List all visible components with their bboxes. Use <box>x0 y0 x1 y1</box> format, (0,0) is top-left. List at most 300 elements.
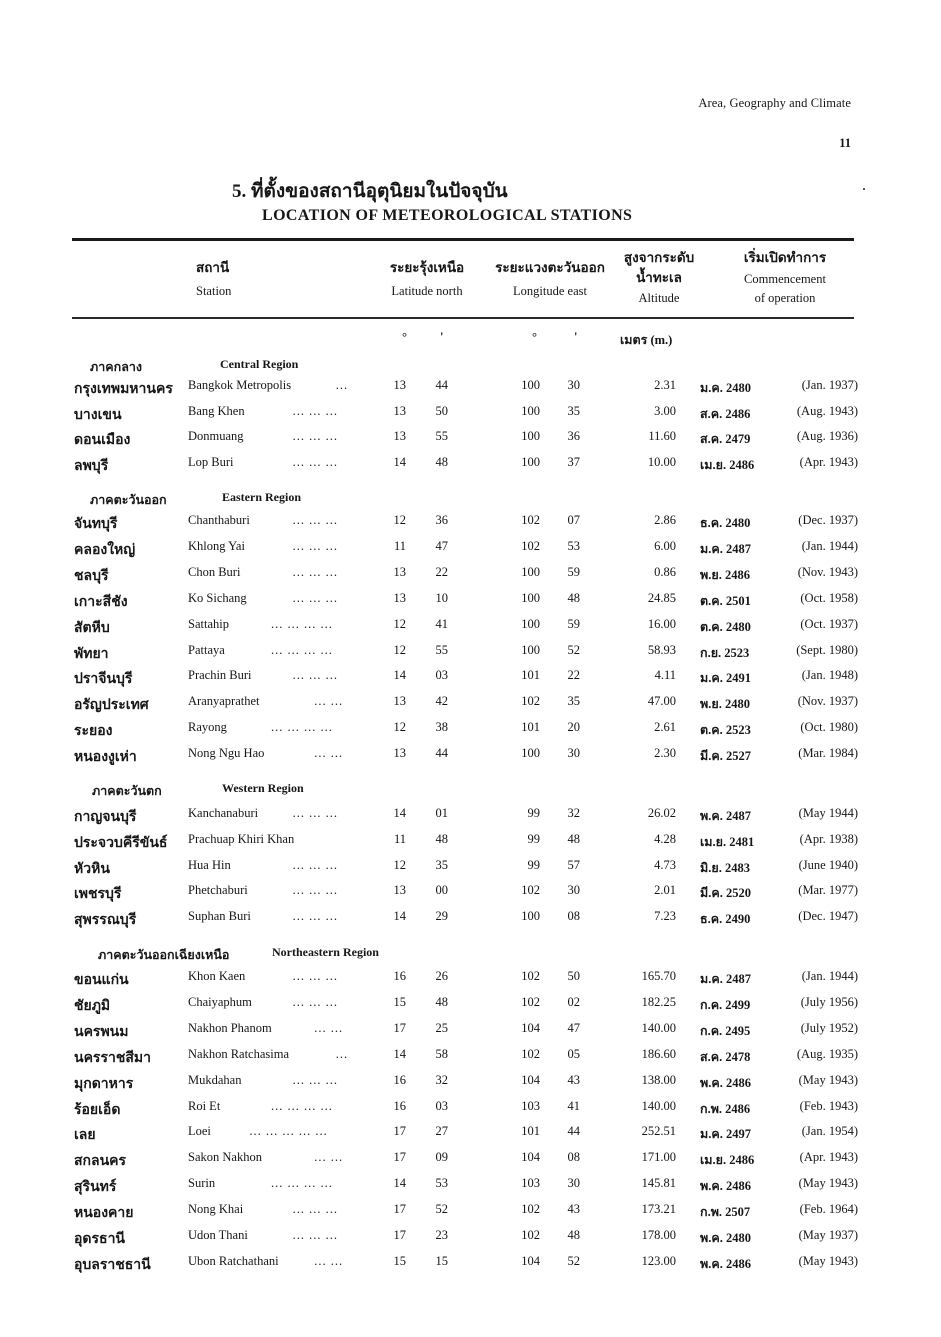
region-name-thai: ภาคตะวันออกเฉียงเหนือ <box>98 948 230 962</box>
longitude-degrees: 100 <box>521 909 540 923</box>
station-thai-name: อรัญประเทศ <box>74 698 149 713</box>
leader-dots: ... ... <box>314 1021 344 1035</box>
station-english-name: Nong Ngu Hao <box>188 746 265 760</box>
table-row <box>0 1021 941 1045</box>
longitude-degrees: 101 <box>521 720 540 734</box>
commencement-english-date: (Apr. 1938) <box>799 832 858 846</box>
station-thai-name: กาญจนบุรี <box>74 810 137 825</box>
station-thai-name: คลองใหญ่ <box>74 543 136 558</box>
station-english-name: Khon Kaen <box>188 969 246 983</box>
commencement-thai-date: ต.ค. 2501 <box>700 594 751 608</box>
longitude-minutes: 43 <box>567 1202 580 1216</box>
scan-speck <box>863 188 865 190</box>
latitude-minutes: 35 <box>435 858 448 872</box>
latitude-minutes: 00 <box>435 883 448 897</box>
lat-minute-unit: ' <box>440 330 444 344</box>
station-english-name: Kanchanaburi <box>188 806 259 820</box>
latitude-minutes: 09 <box>435 1150 448 1164</box>
longitude-minutes: 57 <box>567 858 580 872</box>
commencement-thai-date: ก.ย. 2523 <box>700 646 750 660</box>
commencement-english-date: (Jan. 1944) <box>801 539 858 553</box>
table-row <box>0 455 941 479</box>
station-thai-name: ชลบุรี <box>74 569 109 584</box>
table-row <box>0 858 941 882</box>
commencement-thai-date: เม.ย. 2486 <box>700 458 755 472</box>
leader-dots: ... ... ... <box>292 858 338 872</box>
longitude-minutes: 41 <box>567 1099 580 1113</box>
station-english-name: Surin <box>188 1176 216 1190</box>
longitude-minutes: 52 <box>567 643 580 657</box>
latitude-minutes: 58 <box>435 1047 448 1061</box>
latitude-degrees: 17 <box>393 1021 406 1035</box>
latitude-minutes: 42 <box>435 694 448 708</box>
leader-dots: ... <box>335 378 349 392</box>
region-name-thai: ภาคตะวันตก <box>92 784 162 798</box>
station-english-name: Chaiyaphum <box>188 995 252 1009</box>
station-header-thai: สถานี <box>196 260 230 275</box>
commencement-thai-date: ส.ค. 2479 <box>700 432 751 446</box>
leader-dots: ... ... ... <box>292 1228 338 1242</box>
commencement-thai-date: พ.ค. 2486 <box>700 1179 751 1193</box>
table-row <box>0 617 941 641</box>
longitude-minutes: 36 <box>567 429 580 443</box>
leader-dots: ... ... ... ... <box>271 617 333 631</box>
longitude-degrees: 100 <box>521 746 540 760</box>
table-row <box>0 995 941 1019</box>
longitude-minutes: 48 <box>567 591 580 605</box>
latitude-minutes: 23 <box>435 1228 448 1242</box>
longitude-minutes: 48 <box>567 832 580 846</box>
longitude-degrees: 102 <box>521 1228 540 1242</box>
station-english-name: Hua Hin <box>188 858 231 872</box>
station-english-name: Rayong <box>188 720 227 734</box>
station-thai-name: พัทยา <box>74 647 109 662</box>
station-thai-name: เลย <box>74 1128 96 1143</box>
latitude-minutes: 48 <box>435 832 448 846</box>
longitude-degrees: 102 <box>521 694 540 708</box>
longitude-degrees: 100 <box>521 429 540 443</box>
latitude-degrees: 14 <box>393 909 406 923</box>
altitude-value: 24.85 <box>647 591 676 605</box>
commencement-english-date: (July 1956) <box>800 995 858 1009</box>
commencement-header-english-1: Commencement <box>744 272 826 287</box>
lon-degree-unit: ° <box>532 330 537 344</box>
leader-dots: ... ... ... <box>292 404 338 418</box>
latitude-minutes: 41 <box>435 617 448 631</box>
station-english-name: Donmuang <box>188 429 244 443</box>
longitude-minutes: 53 <box>567 539 580 553</box>
commencement-english-date: (May 1944) <box>798 806 858 820</box>
commencement-english-date: (Aug. 1936) <box>796 429 858 443</box>
longitude-minutes: 43 <box>567 1073 580 1087</box>
commencement-english-date: (May 1937) <box>798 1228 858 1242</box>
altitude-value: 4.11 <box>654 668 676 682</box>
leader-dots: ... ... ... <box>292 883 338 897</box>
commencement-thai-date: พ.ค. 2486 <box>700 1257 751 1271</box>
longitude-minutes: 08 <box>567 909 580 923</box>
longitude-minutes: 47 <box>567 1021 580 1035</box>
altitude-value: 7.23 <box>654 909 676 923</box>
commencement-thai-date: ก.พ. 2486 <box>700 1102 751 1116</box>
latitude-minutes: 44 <box>435 378 448 392</box>
latitude-minutes: 27 <box>435 1124 448 1138</box>
station-english-name: Nakhon Phanom <box>188 1021 272 1035</box>
commencement-thai-date: ม.ค. 2487 <box>700 972 751 986</box>
altitude-value: 165.70 <box>641 969 676 983</box>
commencement-thai-date: ธ.ค. 2490 <box>700 912 751 926</box>
longitude-degrees: 100 <box>521 404 540 418</box>
longitude-degrees: 104 <box>521 1150 540 1164</box>
longitude-minutes: 50 <box>567 969 580 983</box>
station-english-name: Prachin Buri <box>188 668 252 682</box>
longitude-minutes: 32 <box>567 806 580 820</box>
commencement-thai-date: ม.ค. 2487 <box>700 542 751 556</box>
latitude-degrees: 12 <box>393 858 406 872</box>
longitude-degrees: 100 <box>521 565 540 579</box>
station-thai-name: หนองงูเห่า <box>74 750 137 765</box>
commencement-english-date: (Feb. 1964) <box>799 1202 858 1216</box>
table-row <box>0 909 941 933</box>
latitude-degrees: 13 <box>393 591 406 605</box>
commencement-thai-date: ส.ค. 2486 <box>700 407 751 421</box>
longitude-degrees: 102 <box>521 995 540 1009</box>
table-row <box>0 513 941 537</box>
longitude-degrees: 101 <box>521 1124 540 1138</box>
column-header-commencement <box>722 248 848 308</box>
longitude-degrees: 100 <box>521 617 540 631</box>
latitude-degrees: 12 <box>393 643 406 657</box>
table-row <box>0 720 941 744</box>
commencement-english-date: (Dec. 1947) <box>798 909 858 923</box>
commencement-thai-date: ม.ค. 2497 <box>700 1127 751 1141</box>
altitude-value: 4.73 <box>654 858 676 872</box>
longitude-degrees: 100 <box>521 378 540 392</box>
leader-dots: ... ... ... ... <box>271 1099 333 1113</box>
table-row <box>0 969 941 993</box>
commencement-thai-date: ม.ค. 2480 <box>700 381 751 395</box>
commencement-english-date: (Mar. 1977) <box>798 883 858 897</box>
table-row <box>0 429 941 453</box>
altitude-value: 2.01 <box>654 883 676 897</box>
station-thai-name: อุบลราชธานี <box>74 1258 151 1273</box>
column-header-station <box>196 258 231 300</box>
station-thai-name: นครราชสีมา <box>74 1051 151 1066</box>
altitude-value: 2.30 <box>654 746 676 760</box>
table-row <box>0 883 941 907</box>
latitude-degrees: 14 <box>393 455 406 469</box>
commencement-english-date: (May 1943) <box>798 1073 858 1087</box>
commencement-english-date: (July 1952) <box>800 1021 858 1035</box>
table-title-thai: 5. ที่ตั้งของสถานีอุตุนิยมในปัจจุบัน <box>232 181 508 202</box>
commencement-english-date: (Aug. 1935) <box>796 1047 858 1061</box>
leader-dots: ... ... ... <box>292 591 338 605</box>
leader-dots: ... ... ... <box>292 909 338 923</box>
latitude-minutes: 48 <box>435 455 448 469</box>
latitude-degrees: 15 <box>393 995 406 1009</box>
latitude-degrees: 14 <box>393 1047 406 1061</box>
table-row <box>0 539 941 563</box>
table-row <box>0 1124 941 1148</box>
commencement-english-date: (Oct. 1958) <box>800 591 858 605</box>
altitude-unit: เมตร (m.) <box>620 333 673 347</box>
commencement-header-english-2: of operation <box>754 291 816 305</box>
table-row <box>0 643 941 667</box>
commencement-thai-date: เม.ย. 2481 <box>700 835 755 849</box>
altitude-value: 145.81 <box>641 1176 676 1190</box>
leader-dots: ... ... ... ... ... <box>249 1124 328 1138</box>
station-thai-name: สุรินทร์ <box>74 1180 117 1195</box>
leader-dots: ... ... ... ... <box>271 720 333 734</box>
commencement-english-date: (Mar. 1984) <box>798 746 858 760</box>
table-row <box>0 1254 941 1278</box>
station-english-name: Roi Et <box>188 1099 221 1113</box>
altitude-value: 2.86 <box>654 513 676 527</box>
longitude-minutes: 37 <box>567 455 580 469</box>
table-title-english: LOCATION OF METEOROLOGICAL STATIONS <box>262 207 633 224</box>
leader-dots: ... ... ... <box>292 668 338 682</box>
latitude-degrees: 13 <box>393 883 406 897</box>
latitude-degrees: 13 <box>393 404 406 418</box>
station-thai-name: ลพบุรี <box>74 459 109 474</box>
altitude-value: 140.00 <box>641 1021 676 1035</box>
longitude-degrees: 100 <box>521 455 540 469</box>
station-english-name: Mukdahan <box>188 1073 242 1087</box>
altitude-value: 140.00 <box>641 1099 676 1113</box>
station-thai-name: เกาะสีชัง <box>74 595 128 610</box>
longitude-degrees: 103 <box>521 1099 540 1113</box>
latitude-degrees: 15 <box>393 1254 406 1268</box>
altitude-value: 178.00 <box>641 1228 676 1242</box>
station-english-name: Chanthaburi <box>188 513 250 527</box>
longitude-minutes: 07 <box>567 513 580 527</box>
longitude-degrees: 102 <box>521 1202 540 1216</box>
latitude-header-english: Latitude north <box>391 283 463 298</box>
altitude-value: 138.00 <box>641 1073 676 1087</box>
latitude-degrees: 13 <box>393 429 406 443</box>
altitude-value: 0.86 <box>654 565 676 579</box>
altitude-value: 47.00 <box>647 694 676 708</box>
station-thai-name: ชัยภูมิ <box>74 999 111 1014</box>
station-thai-name: ประจวบคีรีขันธ์ <box>74 836 168 851</box>
station-english-name: Bangkok Metropolis <box>188 378 292 392</box>
region-name-english: Northeastern Region <box>272 945 379 959</box>
region-name-thai: ภาคกลาง <box>90 360 142 374</box>
latitude-minutes: 55 <box>435 429 448 443</box>
leader-dots: ... ... ... <box>292 455 338 469</box>
longitude-degrees: 99 <box>527 858 540 872</box>
latitude-degrees: 17 <box>393 1202 406 1216</box>
longitude-header-english: Longitude east <box>513 283 587 298</box>
station-english-name: Lop Buri <box>188 455 234 469</box>
commencement-english-date: (Nov. 1937) <box>797 694 858 708</box>
altitude-value: 4.28 <box>654 832 676 846</box>
commencement-thai-date: ธ.ค. 2480 <box>700 516 751 530</box>
longitude-minutes: 08 <box>567 1150 580 1164</box>
leader-dots: ... ... ... <box>292 539 338 553</box>
longitude-minutes: 30 <box>567 883 580 897</box>
commencement-english-date: (Aug. 1943) <box>796 404 858 418</box>
table-row <box>0 1202 941 1226</box>
table-row <box>0 591 941 615</box>
longitude-degrees: 104 <box>521 1254 540 1268</box>
altitude-value: 2.61 <box>654 720 676 734</box>
commencement-thai-date: มี.ค. 2520 <box>700 886 751 900</box>
commencement-english-date: (May 1943) <box>798 1176 858 1190</box>
altitude-value: 173.21 <box>641 1202 676 1216</box>
latitude-minutes: 44 <box>435 746 448 760</box>
header-bottom-rule <box>72 317 854 319</box>
commencement-thai-date: ต.ค. 2480 <box>700 620 751 634</box>
leader-dots: ... ... ... <box>292 995 338 1009</box>
leader-dots: ... ... <box>314 694 344 708</box>
altitude-value: 171.00 <box>641 1150 676 1164</box>
table-row <box>0 1099 941 1123</box>
table-row <box>0 1228 941 1252</box>
latitude-degrees: 16 <box>393 1099 406 1113</box>
table-row <box>0 746 941 770</box>
table-row <box>0 1176 941 1200</box>
leader-dots: ... ... ... <box>292 565 338 579</box>
latitude-minutes: 38 <box>435 720 448 734</box>
latitude-minutes: 26 <box>435 969 448 983</box>
altitude-value: 26.02 <box>647 806 676 820</box>
latitude-minutes: 50 <box>435 404 448 418</box>
longitude-degrees: 99 <box>527 832 540 846</box>
latitude-minutes: 52 <box>435 1202 448 1216</box>
leader-dots: ... ... ... <box>292 969 338 983</box>
table-row <box>0 378 941 402</box>
commencement-thai-date: พ.ค. 2486 <box>700 1076 751 1090</box>
altitude-value: 123.00 <box>641 1254 676 1268</box>
latitude-minutes: 48 <box>435 995 448 1009</box>
commencement-thai-date: พ.ค. 2480 <box>700 1231 751 1245</box>
column-header-latitude <box>374 258 480 300</box>
altitude-header-thai-2: น้ำทะเล <box>636 270 682 286</box>
latitude-degrees: 17 <box>393 1150 406 1164</box>
station-thai-name: มุกดาหาร <box>74 1077 134 1092</box>
station-thai-name: บางเขน <box>74 408 122 423</box>
commencement-thai-date: พ.ย. 2480 <box>700 697 750 711</box>
latitude-degrees: 14 <box>393 668 406 682</box>
commencement-thai-date: พ.ค. 2487 <box>700 809 751 823</box>
station-english-name: Suphan Buri <box>188 909 251 923</box>
longitude-degrees: 104 <box>521 1073 540 1087</box>
longitude-header-thai: ระยะแวงตะวันออก <box>495 260 605 275</box>
station-thai-name: ร้อยเอ็ด <box>74 1103 121 1118</box>
table-row <box>0 1150 941 1174</box>
latitude-degrees: 16 <box>393 1073 406 1087</box>
station-thai-name: หนองคาย <box>74 1206 134 1221</box>
altitude-value: 58.93 <box>647 643 676 657</box>
latitude-minutes: 36 <box>435 513 448 527</box>
longitude-degrees: 102 <box>521 969 540 983</box>
longitude-minutes: 20 <box>567 720 580 734</box>
latitude-minutes: 22 <box>435 565 448 579</box>
latitude-degrees: 13 <box>393 746 406 760</box>
station-english-name: Prachuap Khiri Khan <box>188 832 295 846</box>
station-english-name: Phetchaburi <box>188 883 248 897</box>
region-name-english: Eastern Region <box>222 490 301 504</box>
commencement-english-date: (Oct. 1980) <box>800 720 858 734</box>
latitude-minutes: 55 <box>435 643 448 657</box>
column-header-longitude <box>488 258 612 300</box>
latitude-minutes: 25 <box>435 1021 448 1035</box>
station-thai-name: อุดรธานี <box>74 1232 125 1247</box>
region-name-thai: ภาคตะวันออก <box>90 493 167 507</box>
station-english-name: Aranyaprathet <box>188 694 260 708</box>
commencement-english-date: (June 1940) <box>798 858 858 872</box>
longitude-minutes: 59 <box>567 617 580 631</box>
latitude-degrees: 12 <box>393 513 406 527</box>
leader-dots: ... ... <box>314 1150 344 1164</box>
table-row <box>0 832 941 856</box>
leader-dots: ... ... <box>314 1254 344 1268</box>
longitude-degrees: 102 <box>521 1047 540 1061</box>
station-english-name: Udon Thani <box>188 1228 248 1242</box>
station-thai-name: ขอนแก่น <box>74 973 129 988</box>
latitude-degrees: 13 <box>393 694 406 708</box>
commencement-english-date: (Jan. 1944) <box>801 969 858 983</box>
page-number: 11 <box>839 136 851 150</box>
latitude-minutes: 03 <box>435 1099 448 1113</box>
commencement-english-date: (Jan. 1954) <box>801 1124 858 1138</box>
station-english-name: Sakon Nakhon <box>188 1150 262 1164</box>
station-thai-name: นครพนม <box>74 1025 129 1040</box>
latitude-degrees: 14 <box>393 1176 406 1190</box>
leader-dots: ... ... ... <box>292 1073 338 1087</box>
station-thai-name: สกลนคร <box>74 1154 127 1169</box>
table-row <box>0 1047 941 1071</box>
latitude-degrees: 13 <box>393 378 406 392</box>
longitude-degrees: 102 <box>521 539 540 553</box>
commencement-thai-date: พ.ย. 2486 <box>700 568 750 582</box>
longitude-degrees: 104 <box>521 1021 540 1035</box>
station-english-name: Sattahip <box>188 617 229 631</box>
latitude-minutes: 03 <box>435 668 448 682</box>
longitude-minutes: 02 <box>567 995 580 1009</box>
latitude-minutes: 15 <box>435 1254 448 1268</box>
latitude-degrees: 11 <box>393 832 406 846</box>
station-english-name: Nakhon Ratchasima <box>188 1047 290 1061</box>
commencement-thai-date: ม.ค. 2491 <box>700 671 751 685</box>
latitude-minutes: 47 <box>435 539 448 553</box>
station-english-name: Chon Buri <box>188 565 241 579</box>
commencement-thai-date: มิ.ย. 2483 <box>700 861 750 875</box>
latitude-degrees: 12 <box>393 617 406 631</box>
commencement-header-thai: เริ่มเปิดทำการ <box>743 250 827 265</box>
altitude-value: 10.00 <box>647 455 676 469</box>
station-thai-name: หัวหิน <box>74 862 110 877</box>
leader-dots: ... ... ... ... <box>271 1176 333 1190</box>
longitude-minutes: 22 <box>567 668 580 682</box>
latitude-degrees: 16 <box>393 969 406 983</box>
latitude-degrees: 13 <box>393 565 406 579</box>
longitude-degrees: 102 <box>521 883 540 897</box>
altitude-value: 2.31 <box>654 378 676 392</box>
commencement-thai-date: ส.ค. 2478 <box>700 1050 751 1064</box>
commencement-english-date: (Apr. 1943) <box>799 455 858 469</box>
altitude-value: 11.60 <box>648 429 676 443</box>
longitude-minutes: 52 <box>567 1254 580 1268</box>
longitude-degrees: 101 <box>521 668 540 682</box>
longitude-minutes: 30 <box>567 1176 580 1190</box>
commencement-english-date: (May 1943) <box>798 1254 858 1268</box>
commencement-thai-date: ก.พ. 2507 <box>700 1205 751 1219</box>
leader-dots: ... ... ... <box>292 806 338 820</box>
station-thai-name: ระยอง <box>74 724 113 739</box>
station-thai-name: สัตหีบ <box>74 621 110 636</box>
station-english-name: Pattaya <box>188 643 225 657</box>
